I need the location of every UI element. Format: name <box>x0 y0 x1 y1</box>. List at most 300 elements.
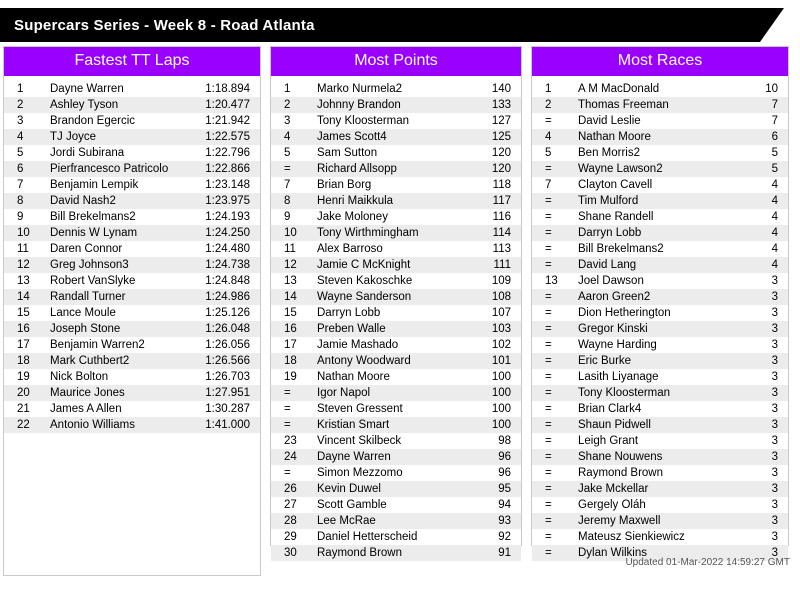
row-value: 1:27.951 <box>205 387 250 399</box>
row-position: = <box>545 339 552 351</box>
row-driver-name: James Scott4 <box>317 131 387 143</box>
row-value: 3 <box>771 419 778 431</box>
row-driver-name: Sam Sutton <box>317 147 378 159</box>
row-position: = <box>284 403 291 415</box>
row-position: 24 <box>284 451 297 463</box>
table-row <box>271 433 521 449</box>
row-driver-name: Jake Moloney <box>317 211 388 223</box>
row-driver-name: Tony Kloosterman <box>317 115 410 127</box>
row-value: 1:24.250 <box>205 227 250 239</box>
table-row <box>532 417 788 433</box>
row-value: 100 <box>491 419 511 431</box>
table-row <box>532 465 788 481</box>
row-value: 3 <box>771 451 778 463</box>
row-position: = <box>545 483 552 495</box>
row-driver-name: Brian Borg <box>317 179 372 191</box>
row-position: 26 <box>284 483 297 495</box>
table-row <box>271 145 521 161</box>
row-driver-name: A M MacDonald <box>578 83 660 95</box>
row-position: 1 <box>284 83 291 95</box>
table-row <box>271 177 521 193</box>
row-value: 94 <box>498 499 511 511</box>
row-value: 93 <box>498 515 511 527</box>
table-row <box>532 337 788 353</box>
row-position: 9 <box>17 211 24 223</box>
table-row <box>532 305 788 321</box>
table-row <box>532 513 788 529</box>
panel-fastest-tt-laps <box>3 46 261 576</box>
row-value: 3 <box>771 435 778 447</box>
table-row <box>271 241 521 257</box>
row-position: = <box>545 387 552 399</box>
row-driver-name: Steven Kakoschke <box>317 275 413 287</box>
table-row <box>4 97 260 113</box>
row-value: 1:25.126 <box>205 307 250 319</box>
table-row <box>271 305 521 321</box>
row-position: 22 <box>17 419 30 431</box>
row-value: 3 <box>771 275 778 287</box>
table-row <box>4 353 260 369</box>
row-position: 10 <box>17 227 30 239</box>
row-driver-name: Dayne Warren <box>50 83 124 95</box>
table-row <box>271 369 521 385</box>
table-row <box>271 545 521 561</box>
row-value: 4 <box>771 243 778 255</box>
row-driver-name: Clayton Cavell <box>578 179 653 191</box>
table-row <box>271 401 521 417</box>
table-row <box>532 289 788 305</box>
row-driver-name: Joel Dawson <box>578 275 644 287</box>
row-driver-name: Randall Turner <box>50 291 126 303</box>
table-row <box>532 369 788 385</box>
table-row <box>532 209 788 225</box>
row-value: 117 <box>492 195 511 207</box>
row-position: = <box>545 163 552 175</box>
row-position: = <box>284 419 291 431</box>
row-position: 18 <box>284 355 297 367</box>
row-value: 3 <box>771 499 778 511</box>
row-value: 3 <box>771 403 778 415</box>
row-value: 3 <box>771 371 778 383</box>
row-value: 101 <box>491 355 511 367</box>
row-driver-name: Darryn Lobb <box>317 307 381 319</box>
row-position: 3 <box>17 115 24 127</box>
row-driver-name: Aaron Green2 <box>578 291 651 303</box>
table-row <box>532 161 788 177</box>
row-position: = <box>545 467 552 479</box>
table-row <box>271 161 521 177</box>
row-value: 114 <box>492 227 511 239</box>
row-position: 4 <box>545 131 552 143</box>
row-value: 1:24.193 <box>205 211 250 223</box>
table-row <box>271 497 521 513</box>
row-driver-name: Shane Randell <box>578 211 654 223</box>
table-row <box>271 289 521 305</box>
row-value: 109 <box>491 275 511 287</box>
table-row <box>532 177 788 193</box>
table-row <box>271 529 521 545</box>
most-races-list <box>532 76 788 561</box>
row-driver-name: Eric Burke <box>578 355 632 367</box>
row-driver-name: Robert VanSlyke <box>50 275 136 287</box>
table-row <box>532 241 788 257</box>
row-driver-name: James A Allen <box>50 403 122 415</box>
table-row <box>532 449 788 465</box>
fastest-tt-laps-list <box>4 76 260 433</box>
row-driver-name: Johnny Brandon <box>317 99 401 111</box>
row-value: 1:26.048 <box>205 323 250 335</box>
table-row <box>271 417 521 433</box>
row-driver-name: Dion Hetherington <box>578 307 671 319</box>
row-driver-name: Mateusz Sienkiewicz <box>578 531 685 543</box>
row-driver-name: Lee McRae <box>317 515 376 527</box>
table-row <box>532 225 788 241</box>
table-row <box>532 145 788 161</box>
row-position: 2 <box>545 99 552 111</box>
row-position: 30 <box>284 547 297 559</box>
row-value: 118 <box>492 179 511 191</box>
panel-header-most-races: Most Races <box>532 47 788 76</box>
row-value: 3 <box>771 339 778 351</box>
row-value: 3 <box>771 467 778 479</box>
row-value: 3 <box>771 323 778 335</box>
row-driver-name: Shane Nouwens <box>578 451 663 463</box>
row-position: 5 <box>284 147 291 159</box>
table-row <box>271 385 521 401</box>
table-row <box>4 417 260 433</box>
row-driver-name: Tony Wirthmingham <box>317 227 419 239</box>
row-driver-name: Henri Maikkula <box>317 195 394 207</box>
row-position: = <box>545 499 552 511</box>
row-driver-name: Benjamin Warren2 <box>50 339 145 351</box>
row-position: 20 <box>17 387 30 399</box>
table-row <box>532 257 788 273</box>
row-value: 113 <box>492 243 511 255</box>
row-position: 14 <box>17 291 30 303</box>
row-value: 1:22.796 <box>205 147 250 159</box>
row-driver-name: Daniel Hetterscheid <box>317 531 418 543</box>
row-position: 29 <box>284 531 297 543</box>
row-value: 100 <box>491 403 511 415</box>
row-value: 1:22.575 <box>205 131 250 143</box>
table-row <box>532 385 788 401</box>
row-position: 12 <box>284 259 297 271</box>
table-row <box>271 97 521 113</box>
row-value: 91 <box>498 547 511 559</box>
row-position: 8 <box>284 195 291 207</box>
row-driver-name: Kristian Smart <box>317 419 390 431</box>
row-driver-name: Steven Gressent <box>317 403 403 415</box>
row-position: 3 <box>284 115 291 127</box>
row-value: 98 <box>498 435 511 447</box>
row-position: 18 <box>17 355 30 367</box>
row-value: 4 <box>771 227 778 239</box>
row-driver-name: Ashley Tyson <box>50 99 119 111</box>
row-value: 3 <box>771 355 778 367</box>
table-row <box>4 321 260 337</box>
row-value: 4 <box>771 179 778 191</box>
row-driver-name: Leigh Grant <box>578 435 639 447</box>
row-value: 1:24.480 <box>205 243 250 255</box>
row-value: 6 <box>771 131 778 143</box>
table-row <box>271 337 521 353</box>
row-position: 19 <box>17 371 30 383</box>
table-row <box>271 465 521 481</box>
row-driver-name: Mark Cuthbert2 <box>50 355 130 367</box>
table-row <box>532 529 788 545</box>
page-title-bar <box>0 8 760 42</box>
row-driver-name: Joseph Stone <box>50 323 121 335</box>
panel-header-most-points: Most Points <box>271 47 521 76</box>
table-row <box>532 113 788 129</box>
table-row <box>271 321 521 337</box>
row-driver-name: Jamie C McKnight <box>317 259 411 271</box>
row-position: 7 <box>284 179 291 191</box>
row-position: 11 <box>17 243 29 255</box>
table-row <box>532 81 788 97</box>
table-row <box>4 401 260 417</box>
row-driver-name: Tim Mulford <box>578 195 639 207</box>
row-position: 10 <box>284 227 297 239</box>
table-row <box>271 193 521 209</box>
row-position: 27 <box>284 499 297 511</box>
table-row <box>4 241 260 257</box>
row-value: 108 <box>491 291 511 303</box>
row-driver-name: Tony Kloosterman <box>578 387 671 399</box>
table-row <box>4 129 260 145</box>
row-position: 16 <box>284 323 297 335</box>
row-position: 14 <box>284 291 297 303</box>
row-value: 96 <box>498 451 511 463</box>
row-position: 13 <box>284 275 297 287</box>
row-value: 100 <box>491 387 511 399</box>
row-value: 140 <box>491 83 511 95</box>
row-position: = <box>545 371 552 383</box>
table-row <box>532 433 788 449</box>
row-value: 3 <box>771 387 778 399</box>
row-position: 4 <box>284 131 291 143</box>
row-value: 4 <box>771 195 778 207</box>
row-driver-name: Raymond Brown <box>317 547 403 559</box>
row-position: 23 <box>284 435 297 447</box>
row-value: 120 <box>491 147 511 159</box>
row-driver-name: Thomas Freeman <box>578 99 669 111</box>
row-value: 1:41.000 <box>205 419 250 431</box>
row-value: 1:20.477 <box>205 99 250 111</box>
table-row <box>271 513 521 529</box>
row-value: 1:26.703 <box>205 371 250 383</box>
row-driver-name: Shaun Pidwell <box>578 419 651 431</box>
table-row <box>271 225 521 241</box>
row-driver-name: Brian Clark4 <box>578 403 642 415</box>
title-bar-wedge <box>760 8 784 42</box>
row-value: 3 <box>771 291 778 303</box>
table-row <box>4 289 260 305</box>
row-position: 1 <box>17 83 24 95</box>
row-value: 100 <box>491 371 511 383</box>
row-value: 3 <box>771 515 778 527</box>
table-row <box>4 273 260 289</box>
table-row <box>4 145 260 161</box>
row-position: = <box>284 163 291 175</box>
most-points-list <box>271 76 521 561</box>
row-position: 2 <box>284 99 291 111</box>
row-position: = <box>545 307 552 319</box>
row-driver-name: David Nash2 <box>50 195 116 207</box>
row-driver-name: Brandon Egercic <box>50 115 136 127</box>
table-row <box>532 273 788 289</box>
row-position: = <box>545 531 552 543</box>
row-driver-name: Wayne Harding <box>578 339 657 351</box>
row-value: 1:21.942 <box>205 115 250 127</box>
row-position: = <box>545 211 552 223</box>
row-value: 5 <box>771 147 778 159</box>
row-position: 12 <box>17 259 30 271</box>
table-row <box>271 353 521 369</box>
table-row <box>4 225 260 241</box>
table-row <box>271 209 521 225</box>
row-value: 1:30.287 <box>205 403 250 415</box>
table-row <box>4 305 260 321</box>
table-row <box>4 209 260 225</box>
table-row <box>4 177 260 193</box>
row-driver-name: Nathan Moore <box>578 131 651 143</box>
table-row <box>4 257 260 273</box>
table-row <box>532 129 788 145</box>
table-row <box>532 401 788 417</box>
row-position: 15 <box>284 307 297 319</box>
row-driver-name: Maurice Jones <box>50 387 125 399</box>
row-position: 19 <box>284 371 297 383</box>
table-row <box>271 257 521 273</box>
row-driver-name: Richard Allsopp <box>317 163 397 175</box>
row-value: 4 <box>771 211 778 223</box>
row-driver-name: Dylan Wilkins <box>578 547 648 559</box>
table-row <box>4 81 260 97</box>
row-driver-name: Jeremy Maxwell <box>578 515 661 527</box>
row-position: = <box>545 419 552 431</box>
row-position: = <box>545 403 552 415</box>
row-driver-name: Jake Mckellar <box>578 483 649 495</box>
row-position: = <box>545 451 552 463</box>
updated-timestamp: Updated 01-Mar-2022 14:59:27 GMT <box>625 557 790 568</box>
row-driver-name: TJ Joyce <box>50 131 97 143</box>
row-value: 3 <box>771 547 778 559</box>
row-driver-name: Antonio Williams <box>50 419 135 431</box>
row-value: 10 <box>765 83 778 95</box>
panel-most-races <box>531 46 789 559</box>
row-position: 16 <box>17 323 30 335</box>
table-row <box>532 481 788 497</box>
row-driver-name: Kevin Duwel <box>317 483 381 495</box>
row-position: = <box>545 323 552 335</box>
row-driver-name: Antony Woodward <box>317 355 411 367</box>
table-row <box>532 193 788 209</box>
row-position: 21 <box>17 403 30 415</box>
row-value: 92 <box>498 531 511 543</box>
row-value: 3 <box>771 531 778 543</box>
table-row <box>4 385 260 401</box>
row-driver-name: Scott Gamble <box>317 499 387 511</box>
table-row <box>4 369 260 385</box>
row-value: 127 <box>491 115 511 127</box>
row-position: 5 <box>17 147 24 159</box>
row-value: 116 <box>492 211 511 223</box>
table-row <box>532 97 788 113</box>
row-value: 111 <box>493 259 511 271</box>
row-position: 28 <box>284 515 297 527</box>
row-position: = <box>545 195 552 207</box>
row-value: 107 <box>491 307 511 319</box>
row-position: = <box>545 227 552 239</box>
row-position: = <box>545 355 552 367</box>
table-row <box>4 113 260 129</box>
row-position: 13 <box>545 275 558 287</box>
row-driver-name: Daren Connor <box>50 243 123 255</box>
table-row <box>4 337 260 353</box>
row-position: 1 <box>545 83 552 95</box>
row-position: = <box>284 467 291 479</box>
row-driver-name: Ben Morris2 <box>578 147 640 159</box>
row-driver-name: Vincent Skilbeck <box>317 435 402 447</box>
row-driver-name: Nick Bolton <box>50 371 109 383</box>
row-driver-name: Marko Nurmela2 <box>317 83 402 95</box>
row-driver-name: Greg Johnson3 <box>50 259 129 271</box>
row-value: 95 <box>498 483 511 495</box>
row-driver-name: Gregor Kinski <box>578 323 648 335</box>
row-position: 17 <box>284 339 297 351</box>
row-position: 5 <box>545 147 552 159</box>
row-value: 5 <box>771 163 778 175</box>
row-driver-name: Pierfrancesco Patricolo <box>50 163 169 175</box>
row-position: = <box>545 291 552 303</box>
row-driver-name: Bill Brekelmans2 <box>578 243 664 255</box>
row-value: 3 <box>771 307 778 319</box>
page-title: Supercars Series - Week 8 - Road Atlanta <box>14 16 315 34</box>
row-position: 6 <box>17 163 24 175</box>
table-row <box>271 129 521 145</box>
table-row <box>271 113 521 129</box>
row-value: 1:24.986 <box>205 291 250 303</box>
row-driver-name: Wayne Lawson2 <box>578 163 663 175</box>
row-driver-name: Wayne Sanderson <box>317 291 412 303</box>
table-row <box>271 481 521 497</box>
row-position: 17 <box>17 339 30 351</box>
row-position: 8 <box>17 195 24 207</box>
row-value: 103 <box>491 323 511 335</box>
table-row <box>271 449 521 465</box>
row-driver-name: Igor Napol <box>317 387 371 399</box>
row-driver-name: Lance Moule <box>50 307 116 319</box>
row-position: 4 <box>17 131 24 143</box>
row-value: 1:24.738 <box>205 259 250 271</box>
table-row <box>532 321 788 337</box>
panel-header-fastest-tt-laps: Fastest TT Laps <box>4 47 260 76</box>
row-driver-name: Dennis W Lynam <box>50 227 138 239</box>
row-value: 1:26.056 <box>205 339 250 351</box>
row-value: 1:24.848 <box>205 275 250 287</box>
row-driver-name: Gergely Oláh <box>578 499 646 511</box>
row-position: 7 <box>545 179 552 191</box>
row-value: 4 <box>771 259 778 271</box>
row-position: 9 <box>284 211 291 223</box>
row-driver-name: Benjamin Lempik <box>50 179 139 191</box>
row-value: 1:18.894 <box>205 83 250 95</box>
table-row <box>271 81 521 97</box>
row-position: 2 <box>17 99 24 111</box>
table-row <box>532 497 788 513</box>
row-position: 11 <box>284 243 296 255</box>
